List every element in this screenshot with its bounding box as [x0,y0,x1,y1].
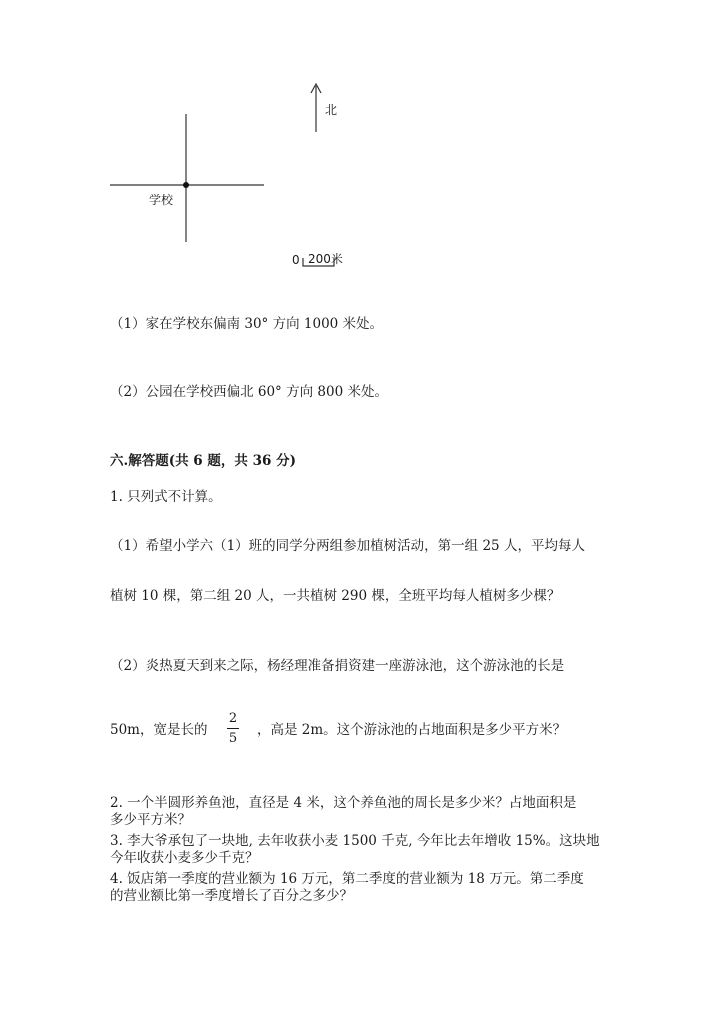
question-3-line-2: 今年收获小麦多少千克？ [110,850,259,866]
question-2-line-2: 多少平方米？ [110,812,191,828]
question-4-line-2: 的营业额比第一季度增长了百分之多少？ [110,888,353,904]
question-3-line-1: 3. 李大爷承包了一块地, 去年收获小麦 1500 千克, 今年比去年增收 15%。这块地 [110,833,600,849]
question-1-1-line-1: （1）希望小学六（1）班的同学分两组参加植树活动，第一组 25 人，平均每人 [110,538,585,554]
north-label: 北 [325,103,338,117]
question-2-line-1: 2. 一个半圆形养鱼池，直径是 4 米，这个养鱼池的周长是多少米？占地面积是 [110,795,577,811]
home-location-text: （1）家在学校东偏南 30° 方向 1000 米处。 [110,316,384,332]
park-location-text: （2）公园在学校西偏北 60° 方向 800 米处。 [110,384,388,400]
fraction-denominator: 5 [228,731,238,746]
fraction-two-fifths [226,712,240,745]
direction-map [0,0,720,290]
question-1-title: 1. 只列式不计算。 [110,489,222,505]
school-point [183,182,189,188]
question-1-2-line-2b: ，高是 2m。这个游泳池的占地面积是多少平方米？ [257,722,567,738]
scale-zero-label: 0 [292,253,300,267]
question-1-1-line-2: 植树 10 棵，第二组 20 人，一共植树 290 棵，全班平均每人植树多少棵？ [110,588,561,604]
section-heading: 六.解答题(共 6 题，共 36 分) [110,453,296,469]
scale-value-label: 200米 [308,252,343,266]
fraction-numerator: 2 [228,711,238,726]
question-1-2-line-1: （2）炎热夏天到来之际，杨经理准备捐资建一座游泳池，这个游泳池的长是 [110,658,565,674]
school-label: 学校 [149,193,174,207]
question-1-2-line-2a: 50m，宽是长的 [110,722,208,738]
question-4-line-1: 4. 饭店第一季度的营业额为 16 万元，第二季度的营业额为 18 万元。第二季度 [110,871,584,887]
